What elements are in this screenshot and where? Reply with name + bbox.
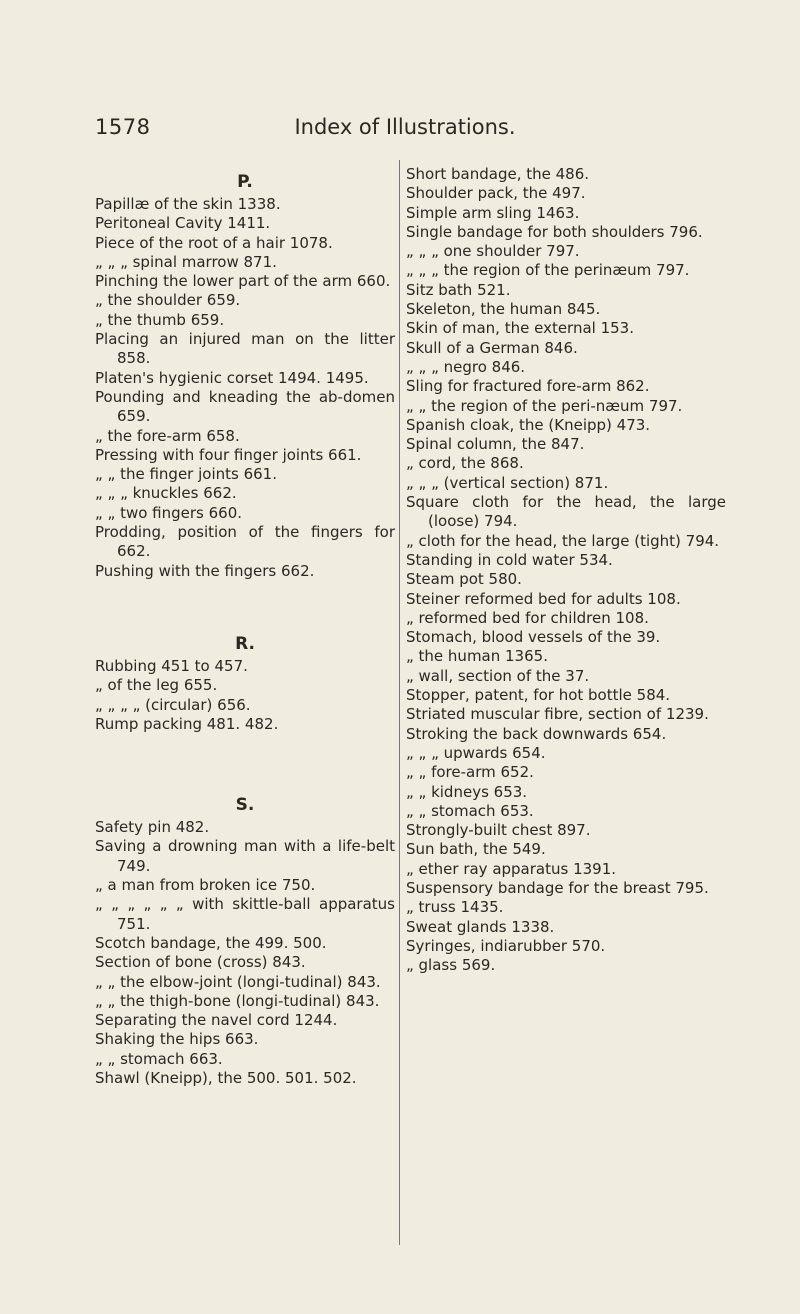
index-entry: Shoulder pack, the 497. [406,184,586,203]
index-entry: Scotch bandage, the 499. 500. [95,933,327,952]
index-entry: „ cloth for the head, the large (tight) 794. [406,531,720,550]
index-entry: Rump packing 481. 482. [95,714,279,733]
index-entry: Steiner reformed bed for adults 108. [406,589,681,608]
index-entry: „ „ stomach 663. [95,1049,223,1068]
index-entry: „ the human 1365. [406,647,548,666]
section-heading-r: R. [235,633,255,654]
index-entry: Separating the navel cord 1244. [95,1011,338,1030]
index-entry: „ „ „ (vertical section) 871. [406,473,609,492]
index-entry: Skull of a German 846. [406,338,578,357]
index-entry: Sitz bath 521. [406,280,511,299]
index-entry: Peritoneal Cavity 1411. [95,214,271,233]
index-entry: Pressing with four finger joints 661. [95,445,362,464]
index-entry: Skin of man, the external 153. [406,319,634,338]
index-entry: Single bandage for both shoulders 796. [406,222,703,241]
right-column [406,165,726,975]
section-p-entries [95,195,395,581]
index-entry: „ a man from broken ice 750. [95,876,316,895]
section-s-entries [95,818,395,1088]
index-entry: „ reformed bed for children 108. [406,608,649,627]
index-entry: Shaking the hips 663. [95,1030,259,1049]
index-entry: „ truss 1435. [406,898,504,917]
index-entry: „ the fore-arm 658. [95,426,240,445]
index-entry: Pushing with the fingers 662. [95,561,315,580]
index-entry: „ „ „ the region of the perinæum 797. [406,261,690,280]
index-entry: „ „ „ one shoulder 797. [406,242,580,261]
index-entry: Safety pin 482. [95,818,210,837]
index-entry: Strongly-built chest 897. [406,821,591,840]
index-entry: „ of the leg 655. [95,676,218,695]
index-entry: Shawl (Kneipp), the 500. 501. 502. [95,1068,357,1087]
left-column [95,165,395,1088]
index-entry: Piece of the root of a hair 1078. [95,233,333,252]
index-entry: „ ether ray apparatus 1391. [406,859,617,878]
index-entry: Pounding and kneading the ab-domen 659. [95,387,395,426]
index-entry: Stroking the back downwards 654. [406,724,667,743]
index-entry: „ „ „ „ „ „ with skittle-ball apparatus 751. [95,895,395,933]
index-entry: Prodding, position of the fingers for 662. [95,523,395,561]
index-entry: Stopper, patent, for hot bottle 584. [406,686,671,705]
index-entry: Short bandage, the 486. [406,165,590,183]
index-entry: „ the shoulder 659. [95,291,241,310]
index-entry: „ „ stomach 653. [406,801,534,820]
index-entry: „ „ „ knuckles 662. [95,484,237,503]
index-entry: „ „ „ upwards 654. [406,743,546,762]
index-entry: „ glass 569. [406,956,496,975]
section-heading-p: P. [237,172,253,192]
index-entry: Sweat glands 1338. [406,917,555,936]
index-entry: „ „ two fingers 660. [95,503,243,522]
index-entry: Platen's hygienic corset 1494. 1495. [95,368,369,387]
index-entry: Pinching the lower part of the arm 660. [95,272,391,291]
index-entry: Sun bath, the 549. [406,840,546,859]
index-entry: „ „ the elbow-joint (longi-tudinal) 843. [95,972,381,991]
index-entry: Suspensory bandage for the breast 795. [406,878,709,897]
index-entry: „ „ „ spinal marrow 871. [95,252,277,271]
index-entry: Spinal column, the 847. [406,435,585,454]
index-entry: Standing in cold water 534. [406,550,613,569]
index-entry: „ „ the region of the peri-næum 797. [406,396,683,415]
index-entry: Stomach, blood vessels of the 39. [406,628,661,647]
page-number: 1578 [95,115,151,139]
index-entry: „ „ fore-arm 652. [406,763,534,782]
index-entry: „ wall, section of the 37. [406,666,590,685]
index-entry: „ cord, the 868. [406,454,524,473]
index-entry: Square cloth for the head, the large (loose) 794. [406,493,726,531]
index-entry: Syringes, indiarubber 570. [406,936,606,955]
index-entry: Striated muscular fibre, section of 1239. [406,705,709,724]
index-entry: Steam pot 580. [406,570,522,589]
right-column-entries [406,165,726,975]
index-entry: „ the thumb 659. [95,310,225,329]
index-entry: Simple arm sling 1463. [406,203,580,222]
section-heading-s: S. [235,795,255,816]
index-entry: Spanish cloak, the (Kneipp) 473. [406,415,651,434]
index-entry: Sling for fractured fore-arm 862. [406,377,650,396]
index-entry: Placing an injured man on the litter 858. [95,330,395,368]
index-entry: „ „ kidneys 653. [406,782,528,801]
running-title: Index of Illustrations. [294,115,516,139]
column-divider [399,160,400,1245]
index-entry: „ „ „ „ (circular) 656. [95,695,251,714]
index-entry: „ „ the thigh-bone (longi-tudinal) 843. [95,991,380,1010]
index-entry: Saving a drowning man with a life-belt 749. [95,837,395,875]
index-entry: Section of bone (cross) 843. [95,953,306,972]
index-entry: Rubbing 451 to 457. [95,656,248,675]
index-entry: „ „ the finger joints 661. [95,465,277,484]
index-entry: „ „ „ negro 846. [406,357,526,376]
page-header [95,115,715,149]
index-entry: Papillæ of the skin 1338. [95,195,281,213]
section-r-entries [95,657,395,734]
index-entry: Skeleton, the human 845. [406,300,601,319]
